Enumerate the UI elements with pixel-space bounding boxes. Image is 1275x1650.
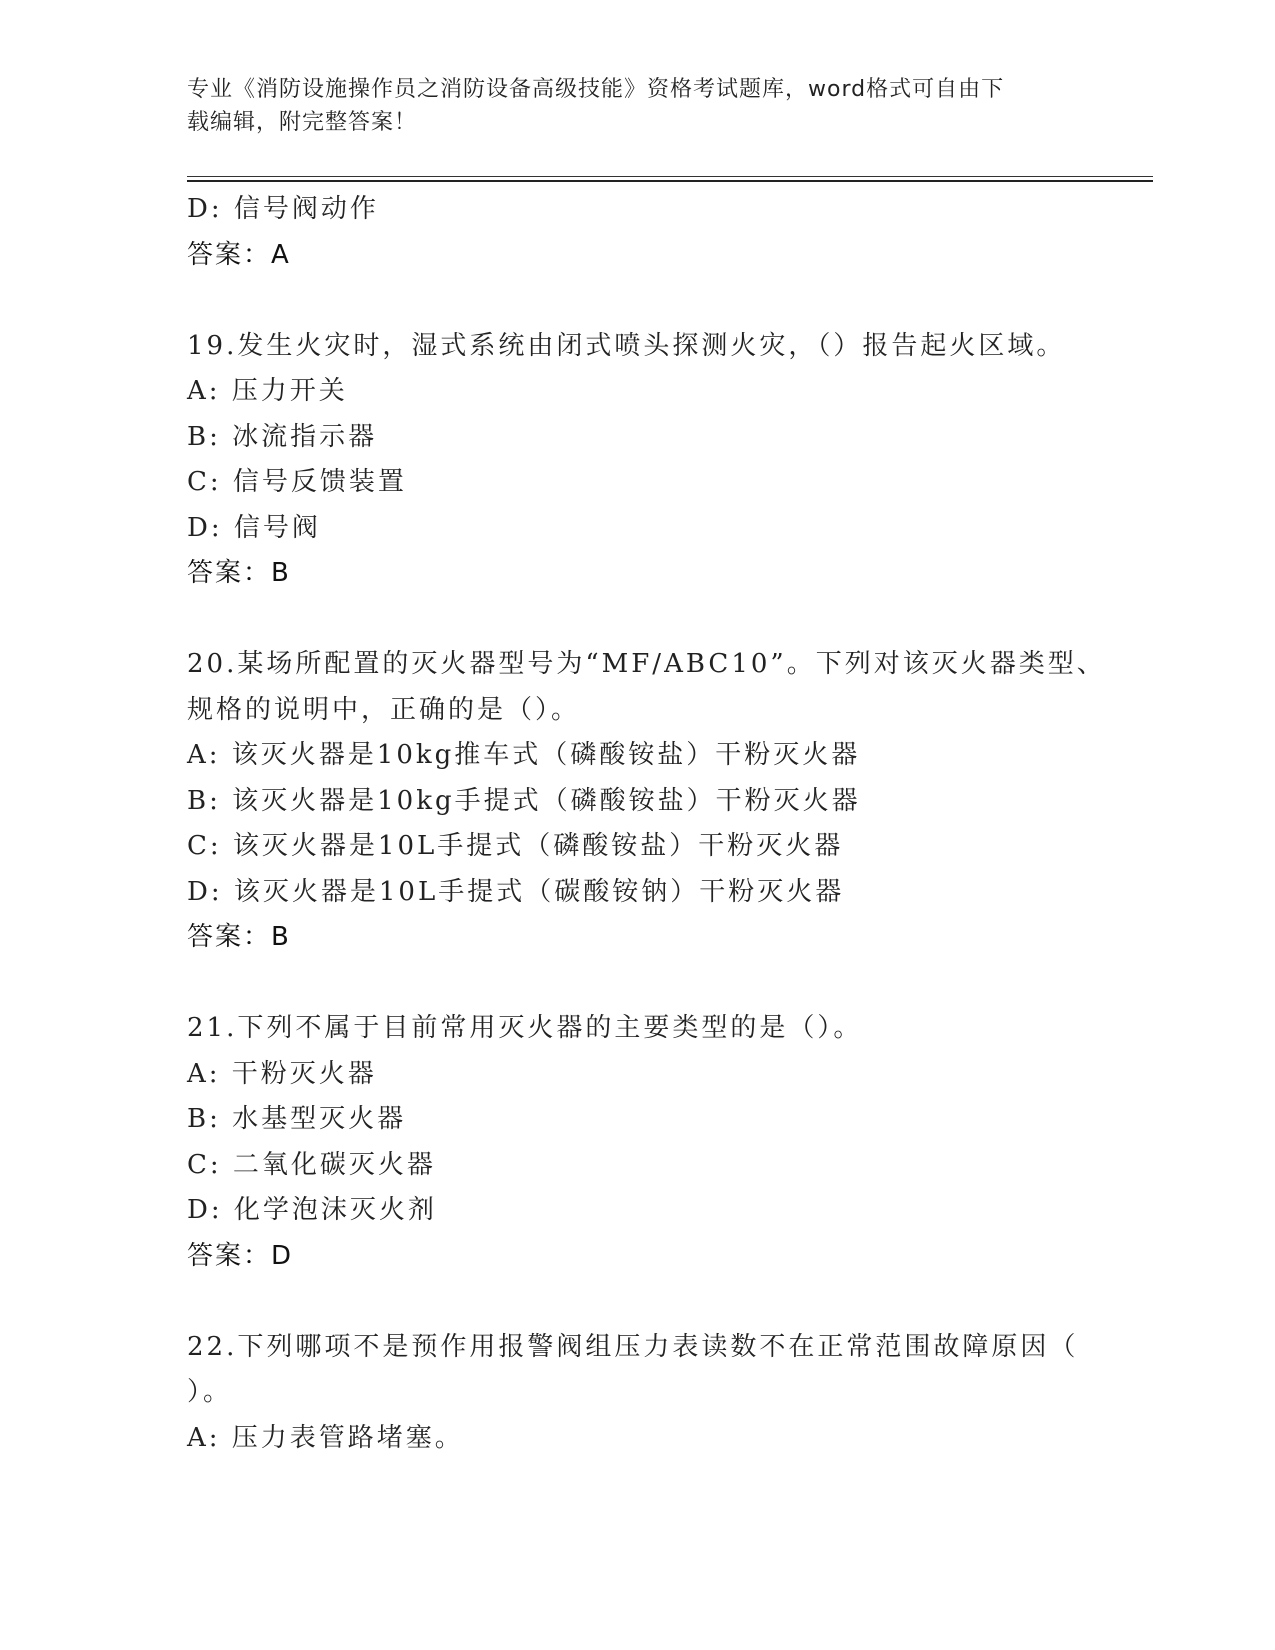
answer-line: 答案：B — [187, 922, 291, 952]
option-b: B: 该灭火器是10kg手提式（磷酸铵盐）干粉灭火器 — [187, 785, 861, 816]
header-divider-thin — [187, 176, 1153, 177]
option-d: D: 化学泡沫灭火剂 — [187, 1195, 437, 1225]
answer-line: 答案：A — [187, 239, 291, 270]
option-a: A: 压力表管路堵塞。 — [187, 1422, 464, 1453]
answer-line: 答案：D — [187, 1240, 294, 1271]
question-stem-line-2: ）。 — [187, 1377, 233, 1407]
question-stem: 21.下列不属于目前常用灭火器的主要类型的是（）。 — [187, 1013, 863, 1043]
page-header — [187, 73, 1087, 139]
option-d: D: 该灭火器是10L手提式（碳酸铵钠）干粉灭火器 — [187, 876, 845, 907]
spacer — [187, 1279, 1087, 1325]
question-stem: 19.发生火灾时，湿式系统由闭式喷头探测火灾，（）报告起火区域。 — [187, 330, 1066, 361]
question-stem-line-1: 20.某场所配置的灭火器型号为“MF/ABC10”。下列对该灭火器类型、 — [187, 649, 1106, 679]
option-b: B: 水基型灭火器 — [187, 1104, 407, 1134]
header-line-2: 载编辑，附完整答案！ — [187, 110, 418, 135]
question-stem-line-1: 22.下列哪项不是预作用报警阀组压力表读数不在正常范围故障原因（ — [187, 1331, 1079, 1362]
option-c: C: 信号反馈装置 — [187, 467, 407, 497]
document-body — [187, 187, 1106, 1461]
spacer — [187, 961, 1087, 1007]
header-divider-thick — [187, 180, 1153, 182]
spacer — [187, 597, 1087, 643]
option-a: A: 压力开关 — [187, 376, 348, 406]
option-a: A: 干粉灭火器 — [187, 1058, 377, 1089]
option-c: C: 该灭火器是10L手提式（磷酸铵盐）干粉灭火器 — [187, 831, 844, 861]
header-line-1: 专业《消防设施操作员之消防设备高级技能》资格考试题库，word格式可自由下 — [187, 77, 1005, 102]
option-d: D: 信号阀 — [187, 512, 321, 543]
option-c: C: 二氧化碳灭火器 — [187, 1149, 436, 1180]
option-b: B: 冰流指示器 — [187, 421, 378, 452]
answer-line: 答案：B — [187, 558, 291, 588]
spacer — [187, 278, 1087, 324]
option-a: A: 该灭火器是10kg推车式（磷酸铵盐）干粉灭火器 — [187, 740, 861, 770]
question-stem-line-2: 规格的说明中，正确的是（）。 — [187, 694, 581, 725]
option-d: D: 信号阀动作 — [187, 194, 379, 224]
